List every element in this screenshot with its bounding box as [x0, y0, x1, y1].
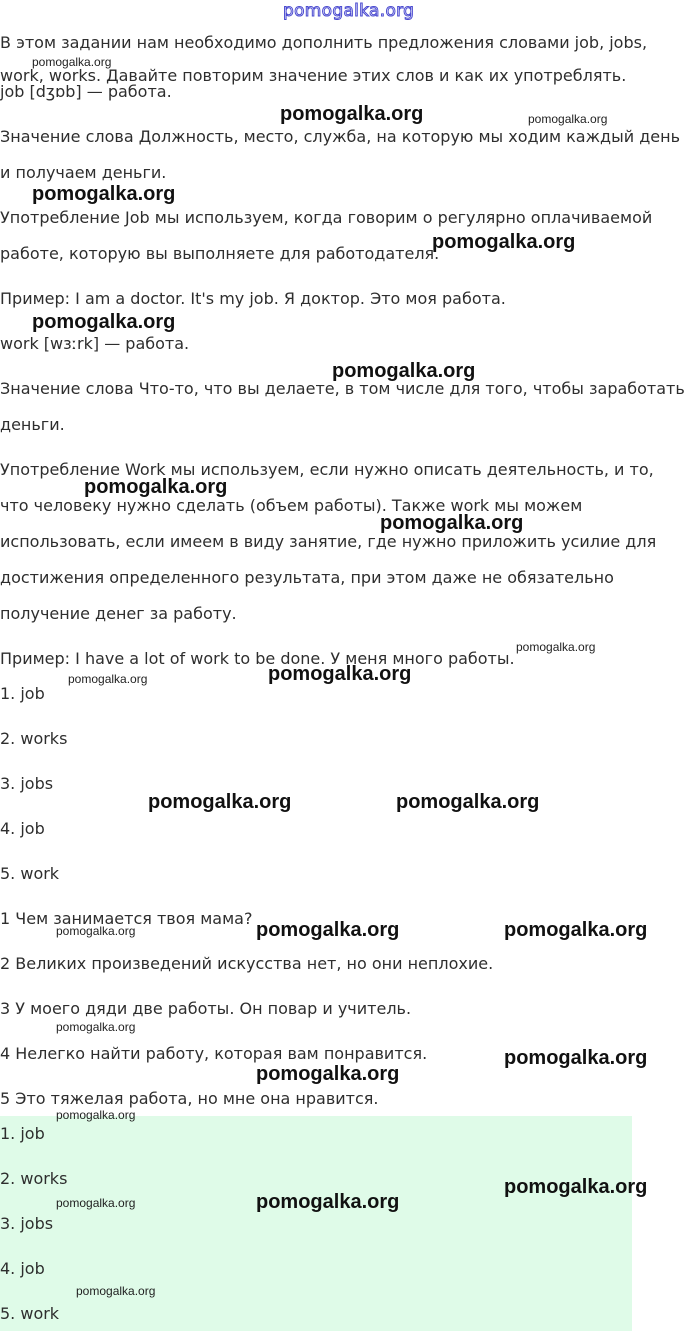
watermark: pomogalka.org — [504, 919, 648, 941]
site-logo: pomogalka.org — [283, 1, 415, 21]
watermark: pomogalka.org — [56, 1196, 136, 1210]
watermark: pomogalka.org — [256, 919, 400, 941]
answer-item: 2. works — [0, 1169, 68, 1188]
watermark: pomogalka.org — [432, 231, 576, 253]
watermark: pomogalka.org — [148, 791, 292, 813]
translation-line: 3 У моего дяди две работы. Он повар и учитель. — [0, 999, 412, 1018]
text-line: что человеку нужно сделать (объем работы). Также work мы можем — [0, 496, 583, 515]
watermark: pomogalka.org — [32, 55, 112, 69]
list-item: 5. work — [0, 864, 60, 883]
answer-item: 1. job — [0, 1124, 45, 1143]
list-item: 3. jobs — [0, 774, 54, 793]
answer-item: 4. job — [0, 1259, 45, 1278]
text-line: Употребление Work мы используем, если нужно описать деятельность, и то, — [0, 460, 654, 479]
watermark: pomogalka.org — [56, 924, 136, 938]
watermark: pomogalka.org — [32, 311, 176, 333]
translation-line: 5 Это тяжелая работа, но мне она нравится. — [0, 1089, 379, 1108]
watermark: pomogalka.org — [76, 1284, 156, 1298]
watermark: pomogalka.org — [504, 1047, 648, 1069]
watermark: pomogalka.org — [56, 1108, 136, 1122]
text-line: использовать, если имеем в виду занятие, где нужно приложить усилие для — [0, 532, 657, 551]
watermark: pomogalka.org — [396, 791, 540, 813]
watermark: pomogalka.org — [268, 663, 412, 685]
watermark: pomogalka.org — [56, 1020, 136, 1034]
translation-line: 1 Чем занимается твоя мама? — [0, 909, 253, 928]
watermark: pomogalka.org — [516, 640, 596, 654]
translation-line: 2 Великих произведений искусства нет, но они неплохие. — [0, 954, 494, 973]
watermark: pomogalka.org — [32, 183, 176, 205]
text-line: work [wɜːrk] — работа. — [0, 334, 190, 353]
list-item: 4. job — [0, 819, 45, 838]
text-line: В этом задании нам необходимо дополнить предложения словами job, jobs, — [0, 33, 648, 52]
text-line: получение денег за работу. — [0, 604, 237, 623]
text-line: работе, которую вы выполняете для работодателя. — [0, 244, 440, 263]
text-line: Значение слова Должность, место, служба, на которую мы ходим каждый день — [0, 127, 680, 146]
watermark: pomogalka.org — [332, 360, 476, 382]
watermark: pomogalka.org — [256, 1191, 400, 1213]
answer-block — [0, 1116, 632, 1331]
answer-item: 3. jobs — [0, 1214, 54, 1233]
watermark: pomogalka.org — [84, 476, 228, 498]
text-line: деньги. — [0, 415, 65, 434]
watermark: pomogalka.org — [504, 1176, 648, 1198]
text-line: Значение слова Что-то, что вы делаете, в том числе для того, чтобы заработать — [0, 379, 685, 398]
watermark: pomogalka.org — [256, 1063, 400, 1085]
watermark: pomogalka.org — [280, 103, 424, 125]
text-line: Пример: I am a doctor. It's my job. Я доктор. Это моя работа. — [0, 289, 506, 308]
watermark: pomogalka.org — [380, 512, 524, 534]
translation-line: 4 Нелегко найти работу, которая вам понравится. — [0, 1044, 428, 1063]
answer-item: 5. work — [0, 1304, 60, 1323]
watermark: pomogalka.org — [528, 112, 608, 126]
list-item: 2. works — [0, 729, 68, 748]
text-line: и получаем деньги. — [0, 163, 167, 182]
text-line: job [dʒɒb] — работа. — [0, 82, 172, 101]
text-line: Употребление Job мы используем, когда говорим о регулярно оплачиваемой — [0, 208, 653, 227]
list-item: 1. job — [0, 684, 45, 703]
text-line: достижения определенного результата, при этом даже не обязательно — [0, 568, 614, 587]
text-line-cropped: work, works. Давайте повторим значение этих слов и как их употреблять. — [0, 66, 627, 85]
watermark: pomogalka.org — [68, 672, 148, 686]
text-line: Пример: I have a lot of work to be done. У меня много работы. — [0, 649, 515, 668]
